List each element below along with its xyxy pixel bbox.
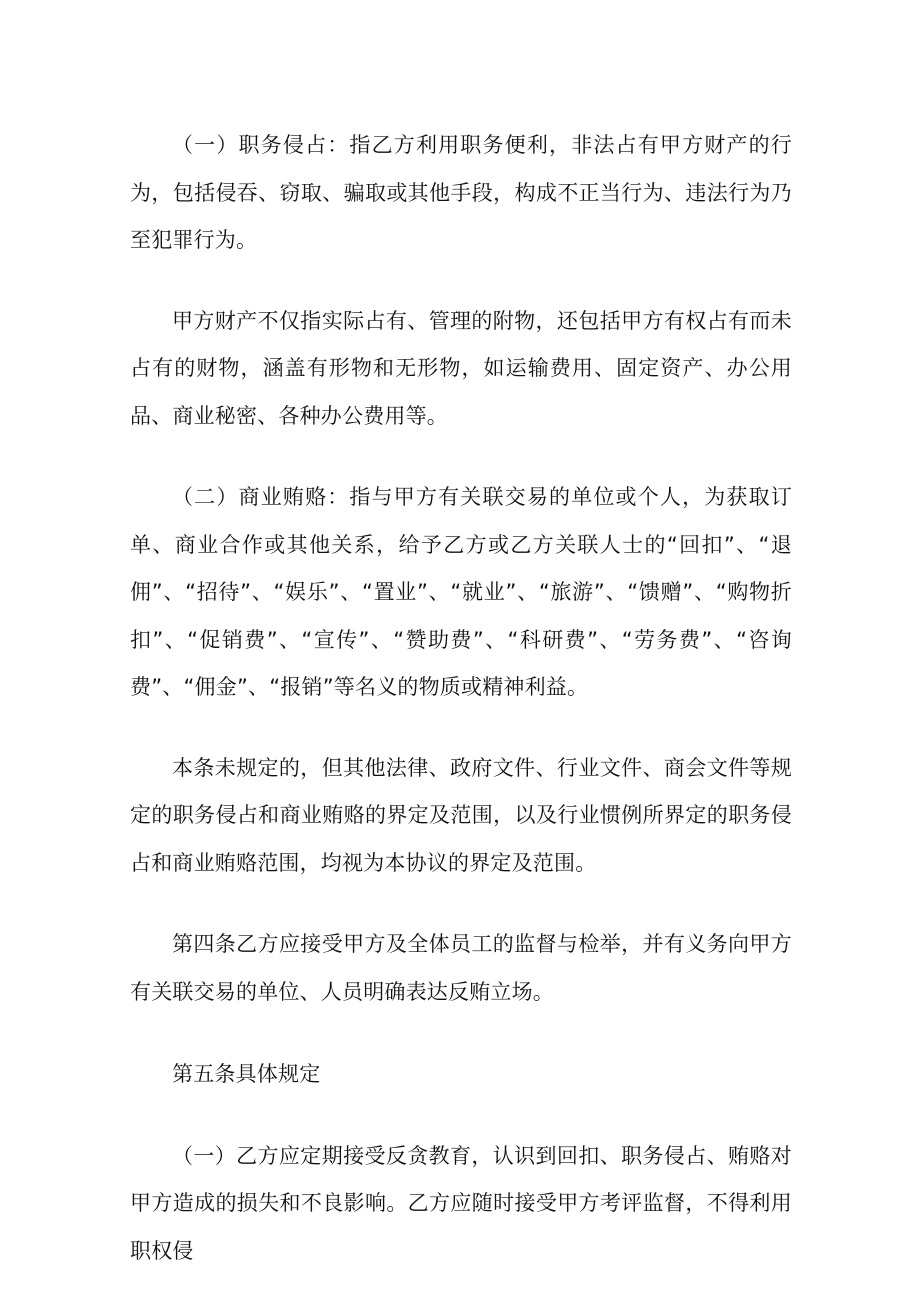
article-5-heading: 第五条 [172, 1062, 236, 1086]
paragraph-embezzlement-definition: （一）职务侵占：指乙方利用职务便利，非法占有甲方财产的行为，包括侵吞、窃取、骗取或其他手段，构成不正当行为、违法行为乃至犯罪行为。 [130, 133, 792, 252]
document-page [130, 122, 792, 1275]
paragraph-commercial-bribery-definition: （二）商业贿赂：指与甲方有关联交易的单位或个人，为获取订单、商业合作或其他关系，给予乙方或乙方关联人士的“回扣”、“退佣”、“招待”、“娱乐”、“置业”、“就业”、“旅游”、“馈赠”、“购物折扣”、“促销费”、“宣传”、“赞助费”、“科研费”、“劳务费”、“咨询费”、“佣金”、“报销”等名义的物质或精神利益。 [130, 485, 792, 699]
paragraph-unspecified-scope: 本条未规定的，但其他法律、政府文件、行业文件、商会文件等规定的职务侵占和商业贿赂的界定及范围，以及行业惯例所界定的职务侵占和商业贿赂范围，均视为本协议的界定及范围。 [130, 755, 792, 875]
paragraph-anti-corruption-education: （一）乙方应定期接受反贪教育，认识到回扣、职务侵占、贿赂对甲方造成的损失和不良影响。乙方应随时接受甲方考评监督，不得利用职权侵 [130, 1143, 792, 1263]
article-5-text: 具体规定 [235, 1062, 321, 1086]
article-4-text: 乙方应接受甲方及全体员工的监督与检举，并有义务向甲方有关联交易的单位、人员明确表达反贿立场。 [130, 932, 792, 1004]
article-4-heading: 第四条 [172, 932, 237, 956]
paragraph-article-5 [130, 1051, 792, 1099]
paragraph-company-property: 甲方财产不仅指实际占有、管理的附物，还包括甲方有权占有而未占有的财物，涵盖有形物和无形物，如运输费用、固定资产、办公用品、商业秘密、各种办公费用等。 [130, 308, 792, 428]
paragraph-article-4 [130, 921, 792, 1016]
